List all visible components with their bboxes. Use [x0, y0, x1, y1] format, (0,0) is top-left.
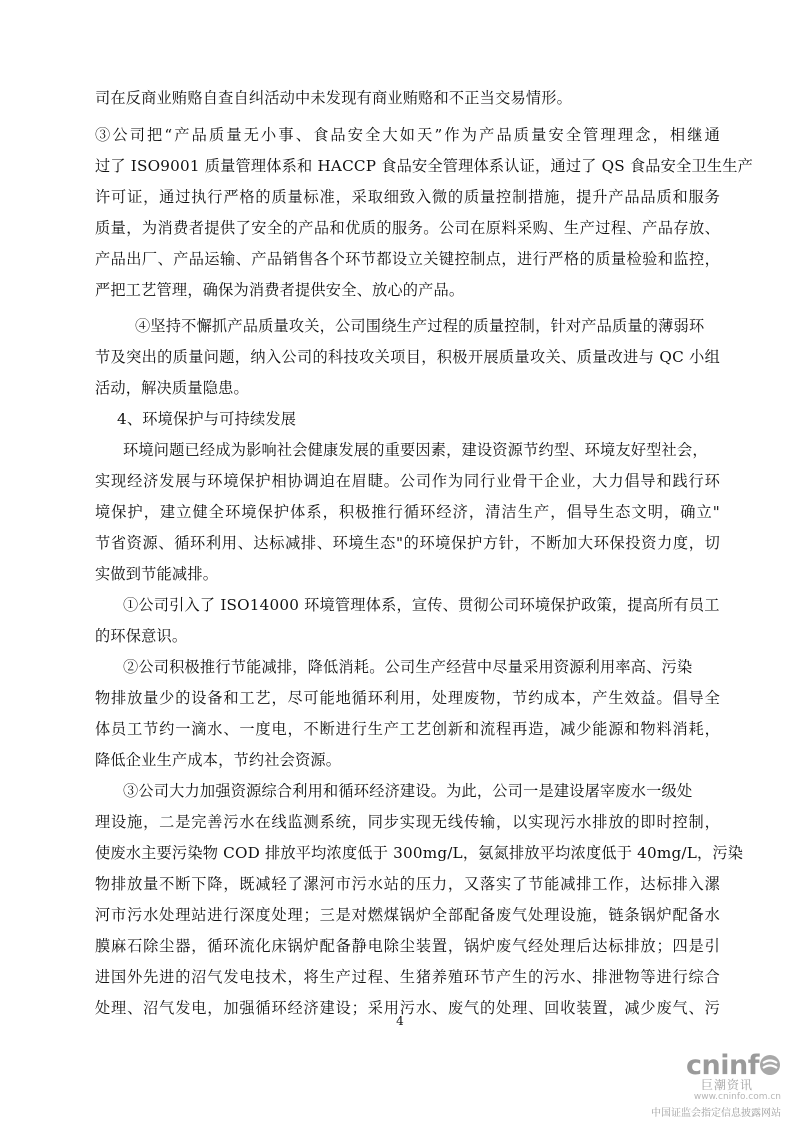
text-line: 膜麻石除尘器，循环流化床锅炉配备静电除尘装置，锅炉废气经处理后达标排放；四是引	[95, 937, 720, 955]
text-line: 的环保意识。	[95, 627, 188, 645]
text-line: 司在反商业贿赂自查自纠活动中未发现有商业贿赂和不正当交易情形。	[95, 89, 573, 107]
text-line: 降低企业生产成本，节约社会资源。	[95, 751, 342, 769]
text-line: 河市污水处理站进行深度处理；三是对燃煤锅炉全部配备废气处理设施，链条锅炉配备水	[95, 906, 720, 924]
watermark-logo-text: cninf	[686, 1050, 759, 1081]
watermark-footer: 中国证监会指定信息披露网站	[651, 1108, 781, 1119]
text-line: 节及突出的质量问题，纳入公司的科技攻关项目，积极开展质量攻关、质量改进与 QC 小组	[95, 348, 720, 366]
section-heading: 4、环境保护与可持续发展	[117, 410, 297, 428]
text-line: 境保护，建立健全环境保护体系，积极推行循环经济，清洁生产，倡导生态文明，确立"	[95, 503, 720, 521]
text-line: 节省资源、循环利用、达标减排、环境生态"的环境保护方针，不断加大环保投资力度，切	[95, 534, 720, 552]
text-line: ③公司大力加强资源综合利用和循环经济建设。为此，公司一是建设屠宰废水一级处	[123, 782, 693, 800]
text-line: 过了 ISO9001 质量管理体系和 HACCP 食品安全管理体系认证，通过了 QS 食品安全卫生生产	[95, 157, 754, 175]
page-number: 4	[396, 1014, 404, 1028]
text-line: ①公司引入了 ISO14000 环境管理体系，宣传、贯彻公司环境保护政策，提高所有员工	[123, 596, 720, 614]
cninfo-logo-icon	[759, 1054, 781, 1076]
text-line: 处理、沼气发电，加强循环经济建设；采用污水、废气的处理、回收装置，减少废气、污	[95, 999, 720, 1017]
text-line: 质量，为消费者提供了安全的产品和优质的服务。公司在原料采购、生产过程、产品存放、	[95, 219, 720, 237]
text-line: 物排放量不断下降，既减轻了漯河市污水站的压力，又落实了节能减排工作，达标排入漯	[95, 875, 720, 893]
cninfo-watermark	[631, 1050, 781, 1119]
text-line: ②公司积极推行节能减排，降低消耗。公司生产经营中尽量采用资源利用率高、污染	[123, 658, 693, 676]
text-line: 进国外先进的沼气发电技术，将生产过程、生猪养殖环节产生的污水、排泄物等进行综合	[95, 968, 720, 986]
text-line: ④坚持不懈抓产品质量攻关，公司围绕生产过程的质量控制，针对产品质量的薄弱环	[135, 317, 705, 335]
text-line: 产品出厂、产品运输、产品销售各个环节都设立关键控制点，进行严格的质量检验和监控，	[95, 250, 720, 268]
text-line: 体员工节约一滴水、一度电，不断进行生产工艺创新和流程再造，减少能源和物料消耗，	[95, 720, 720, 738]
text-line: 环境问题已经成为影响社会健康发展的重要因素，建设资源节约型、环境友好型社会，	[123, 441, 708, 459]
watermark-url: www.cninfo.com.cn	[693, 1092, 781, 1102]
text-line: 许可证，通过执行严格的质量标准，采取细致入微的质量控制措施，提升产品品质和服务	[95, 188, 720, 206]
text-line: 实现经济发展与环境保护相协调迫在眉睫。公司作为同行业骨干企业，大力倡导和践行环	[95, 472, 720, 490]
text-line: 活动，解决质量隐患。	[95, 379, 249, 397]
text-line: 理设施，二是完善污水在线监测系统，同步实现无线传输，以实现污水排放的即时控制，	[95, 813, 720, 831]
text-line: 实做到节能减排。	[95, 565, 219, 583]
text-line: ③公司把“产品质量无小事、食品安全大如天”作为产品质量安全管理理念，相继通	[95, 126, 720, 144]
text-line: 严把工艺管理，确保为消费者提供安全、放心的产品。	[95, 281, 465, 299]
watermark-name: 巨潮资讯	[700, 1078, 753, 1092]
text-line: 物排放量少的设备和工艺，尽可能地循环利用，处理废物，节约成本，产生效益。倡导全	[95, 689, 720, 707]
text-line: 使废水主要污染物 COD 排放平均浓度低于 300mg/L，氨氮排放平均浓度低于 40mg/L，污染	[95, 844, 744, 862]
